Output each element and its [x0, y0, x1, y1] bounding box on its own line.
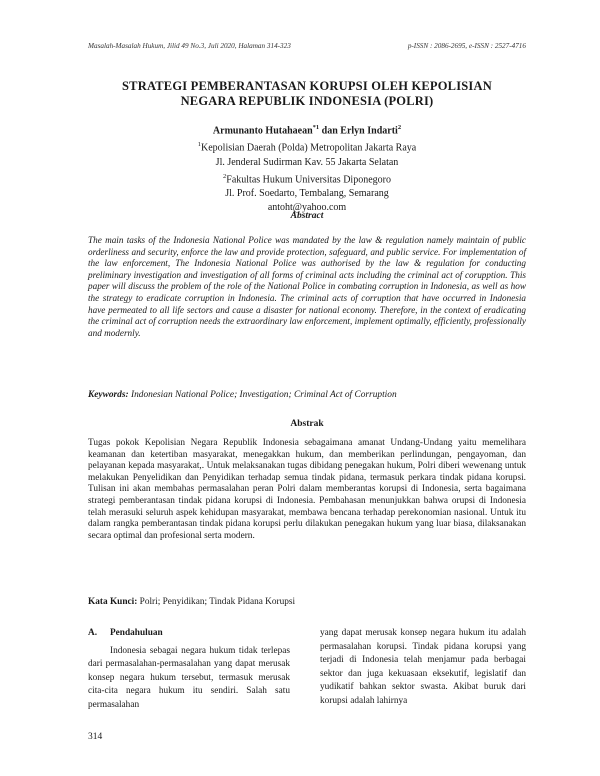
abstrak-heading: Abstrak — [290, 419, 324, 429]
page-number: 314 — [88, 732, 103, 742]
title-line-1: STRATEGI PEMBERANTASAN KORUPSI OLEH KEPOLISIAN — [122, 79, 492, 93]
paper-title — [88, 79, 526, 109]
affiliation-1-text: Kepolisian Daerah (Polda) Metropolitan Jakarta Raya — [201, 142, 417, 154]
kata-kunci-text: Polri; Penyidikan; Tindak Pidana Korupsi — [137, 597, 296, 607]
issn: p-ISSN : 2086-2695, e-ISSN : 2527-4716 — [407, 42, 526, 50]
keywords-label: Keywords: — [88, 390, 129, 400]
section-title: Pendahuluan — [110, 628, 163, 638]
keywords-english — [88, 390, 526, 400]
affiliation-1-sup: 1 — [197, 141, 202, 149]
affiliation-2 — [88, 156, 526, 170]
abstract-text: The main tasks of the Indonesia National Police was mandated by the law & regulation namely maintain of public orderliness and security, enforce the law and provide protection, safeguard, and public service. For implementation of the law enforcement, The Indonesia National Police was authorised by the law & regulation for conducting preliminary investigation and investigation of all forms of criminal acts including the criminal act of corupption. This paper will discuss the problem of the role of the National Police in combating corruption in Indonesia, as well as how the strategy to eradicate corruption in Indonesia. The criminal acts of corruption that have occurred in Indonesia have permeated to all life sectors and cause a disaster for national economy. Therefore, in the context of eradicating the criminal act of corruption needs the extraordinary law enforcement, implement optimally, efficiently, professionally and modernly. — [88, 235, 526, 338]
author-names — [88, 121, 526, 138]
title-line-2: NEGARA REPUBLIK INDONESIA (POLRI) — [180, 94, 434, 108]
keywords-text: Indonesian National Police; Investigation; Criminal Act of Corruption — [128, 390, 397, 400]
author-1-sup: *1 — [312, 124, 320, 131]
running-head — [88, 42, 526, 50]
author-block — [88, 121, 526, 215]
section-heading — [88, 627, 290, 641]
abstrak-text: Tugas pokok Kepolisian Negara Republik Indonesia sebagaimana amanat Undang-Undang yaitu memelihara keamanan dan ketertiban masyarakat, menegakkan hukum, dan memberikan perlindungan, pengayoman, dan pelayanan kepada masyarakat,. Untuk melaksanakan tugas dibidang penegakan hukum, Polri diberi wewenang untuk melakukan Penyelidikan dan Penyidikan terhadap semua tindak pidana, termasuk perkara tindak pidana korupsi. Tulisan ini akan membahas permasalahan peran Polri dalam memberantas korupsi di Indonesia, serta bagaimana strategi pemberantasan tindak pidana korupsi di Indonesia. Pembahasan menunjukkan bahwa orupsi di Indonesia telah merasuki seluruh aspek kehidupan masyarakat, membawa bencana terhadap perekonomian nasional. Untuk itu dalam rangka pemberantasan tindak pidana korupsi perlu dilakukan penegakan hukum yang luar biasa, dilaksanakan secara optimal dan profesional serta modern. — [88, 438, 526, 541]
body-column-left — [88, 627, 290, 712]
keywords-indonesian — [88, 597, 526, 607]
author-2-sup: 2 — [397, 124, 402, 131]
body-column-right — [320, 627, 526, 708]
affiliation-3 — [88, 170, 526, 187]
affiliation-1 — [88, 138, 526, 155]
author-2: Erlyn Indarti — [340, 125, 398, 137]
author-1: Armunanto Hutahaean — [212, 125, 313, 137]
affiliation-2-text: Jl. Jenderal Sudirman Kav. 55 Jakarta Selatan — [215, 156, 399, 168]
body-paragraph-right: yang dapat merusak konsep negara hukum itu adalah permasalahan korupsi. Tindak pidana korupsi yang terjadi di Indonesia telah menjamur pada berbagai sektor dan juga kekuasaan eksekutif, legislatif dan yudikatif bahkan sektor swasta. Akibat buruk dari korupsi adalah lahirnya — [320, 628, 526, 706]
affiliation-4-text: Jl. Prof. Soedarto, Tembalang, Semarang — [225, 187, 389, 199]
affiliation-3-sup: 2 — [223, 172, 227, 180]
section-number: A. — [88, 628, 98, 638]
abstract-heading: Abstract — [290, 211, 324, 221]
affiliation-3-text: Fakultas Hukum Universitas Diponegoro — [226, 173, 391, 185]
author-email-text[interactable]: antoht@yahoo.com — [267, 201, 347, 213]
author-connector: dan — [319, 125, 341, 137]
journal-citation: Masalah-Masalah Hukum, Jilid 49 No.3, Juli 2020, Halaman 314-323 — [88, 42, 291, 50]
affiliation-4 — [88, 187, 526, 201]
body-paragraph-left: Indonesia sebagai negara hukum tidak terlepas dari permasalahan-permasalahan yang dapat merusak konsep negara hukum tersebut, termasuk merusak cita-cita negara hukum itu sendiri. Salah satu permasalahan — [88, 645, 290, 710]
kata-kunci-label: Kata Kunci: — [88, 597, 138, 607]
